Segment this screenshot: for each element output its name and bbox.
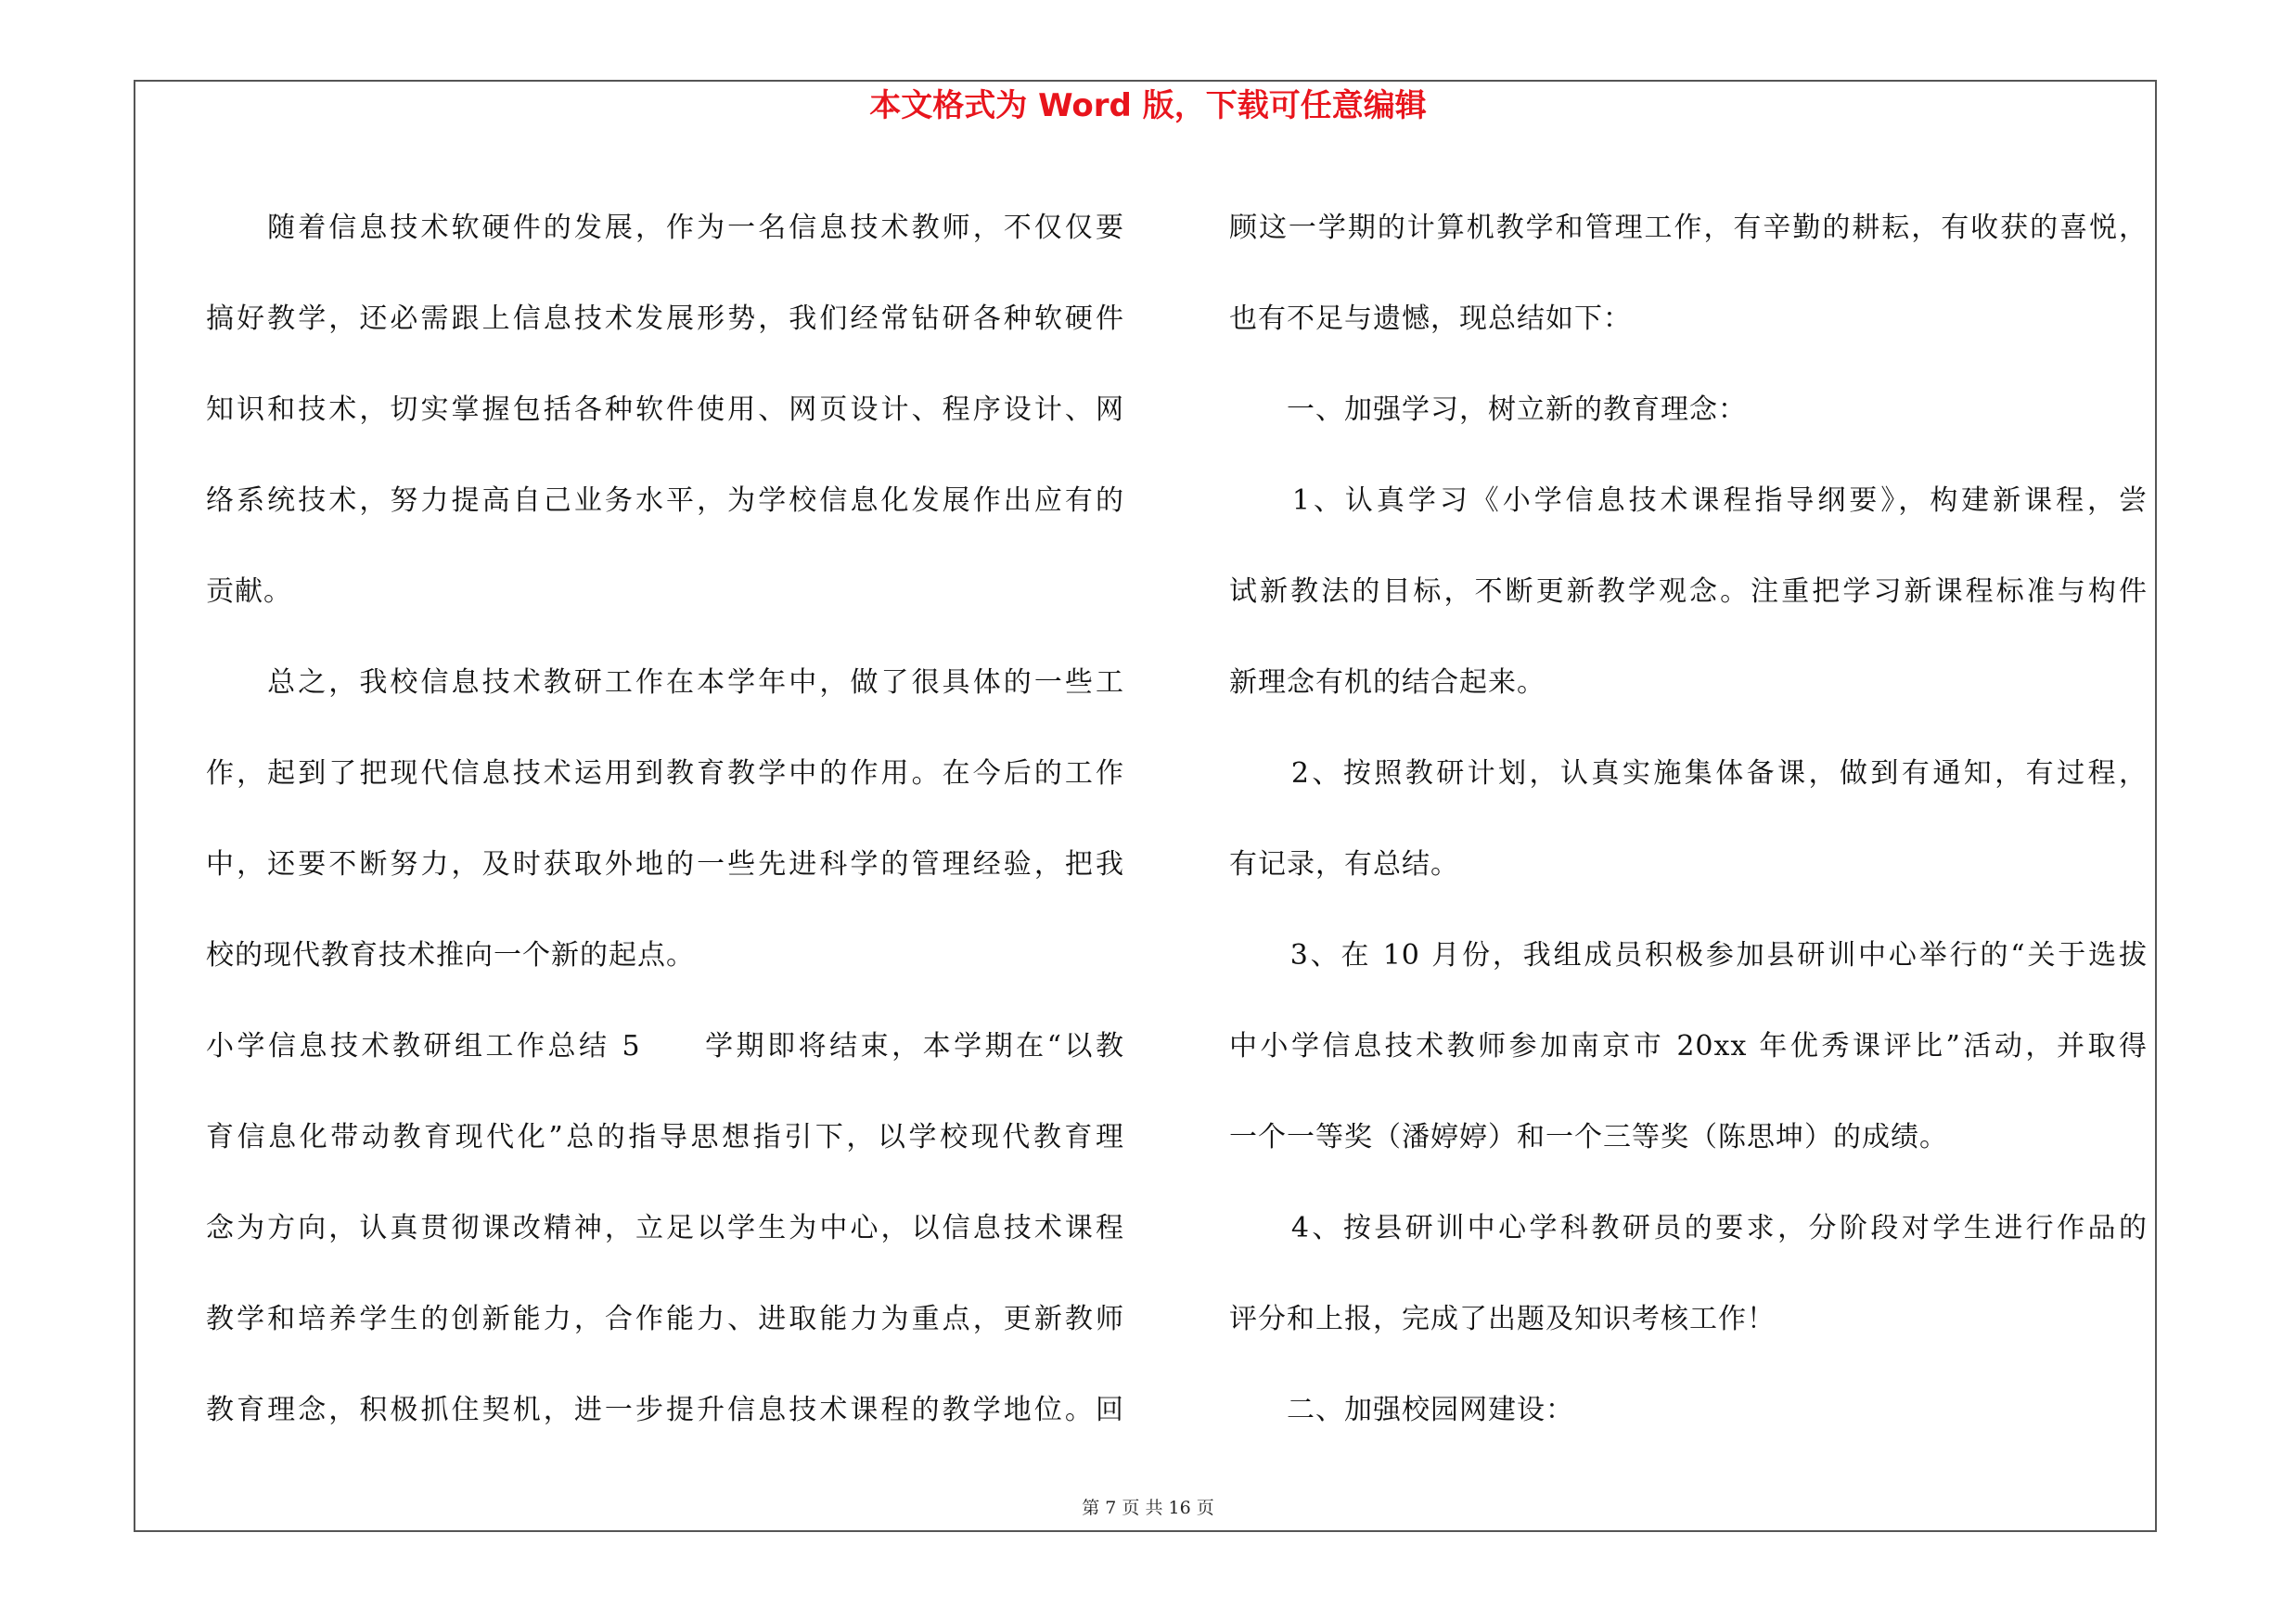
text-line: 校的现代教育技术推向一个新的起点。: [206, 939, 695, 972]
text-line: 作，起到了把现代信息技术运用到教育教学中的作用。在今后的工作: [206, 757, 1124, 790]
text-line: 教学和培养学生的创新能力，合作能力、进取能力为重点，更新教师: [206, 1303, 1124, 1335]
format-banner: 本文格式为 Word 版，下载可任意编辑: [869, 87, 1427, 124]
text-line: 2、按照教研计划，认真实施集体备课，做到有通知，有过程，: [1229, 757, 2148, 790]
text-line: 试新教法的目标，不断更新教学观念。注重把学习新课程标准与构件: [1229, 575, 2148, 608]
text-line: 顾这一学期的计算机教学和管理工作，有辛勤的耕耘，有收获的喜悦，: [1229, 212, 2148, 244]
text-line: 有记录，有总结。: [1229, 848, 1459, 881]
text-line: 3、在 10 月份，我组成员积极参加县研训中心举行的“关于选拔: [1229, 939, 2148, 972]
right-column: [1229, 183, 2148, 1456]
text-line: 新理念有机的结合起来。: [1229, 666, 1546, 699]
text-line: 育信息化带动教育现代化”总的指导思想指引下，以学校现代教育理: [206, 1121, 1124, 1153]
page-number: 第 7 页 共 16 页: [1082, 1498, 1214, 1518]
section-heading: 二、加强校园网建设：: [1229, 1394, 1574, 1426]
left-column: [206, 183, 1124, 1456]
text-line: 总之，我校信息技术教研工作在本学年中，做了很具体的一些工: [206, 666, 1124, 699]
text-line: 1、认真学习《小学信息技术课程指导纲要》，构建新课程，尝: [1229, 484, 2148, 517]
section-heading: 一、加强学习，树立新的教育理念：: [1229, 393, 1747, 426]
text-line: 贡献。: [206, 575, 292, 608]
text-line: 教育理念，积极抓住契机，进一步提升信息技术课程的教学地位。回: [206, 1394, 1124, 1426]
text-line: 中，还要不断努力，及时获取外地的一些先进科学的管理经验，把我: [206, 848, 1124, 881]
text-line: 也有不足与遗憾，现总结如下：: [1229, 303, 1632, 335]
text-line: 随着信息技术软硬件的发展，作为一名信息技术教师，不仅仅要: [206, 212, 1124, 244]
text-line: 评分和上报，完成了出题及知识考核工作！: [1229, 1303, 1776, 1335]
text-line: 搞好教学，还必需跟上信息技术发展形势，我们经常钻研各种软硬件: [206, 303, 1124, 335]
text-line: 小学信息技术教研组工作总结 5 学期即将结束，本学期在“以教: [206, 1030, 1124, 1063]
text-line: 一个一等奖（潘婷婷）和一个三等奖（陈思坤）的成绩。: [1229, 1121, 1948, 1153]
text-line: 络系统技术，努力提高自己业务水平，为学校信息化发展作出应有的: [206, 484, 1124, 517]
text-line: 念为方向，认真贯彻课改精神，立足以学生为中心，以信息技术课程: [206, 1212, 1124, 1244]
text-line: 知识和技术，切实掌握包括各种软件使用、网页设计、程序设计、网: [206, 393, 1124, 426]
text-line: 中小学信息技术教师参加南京市 20xx 年优秀课评比”活动，并取得: [1229, 1030, 2148, 1063]
text-line: 4、按县研训中心学科教研员的要求，分阶段对学生进行作品的: [1229, 1212, 2148, 1244]
